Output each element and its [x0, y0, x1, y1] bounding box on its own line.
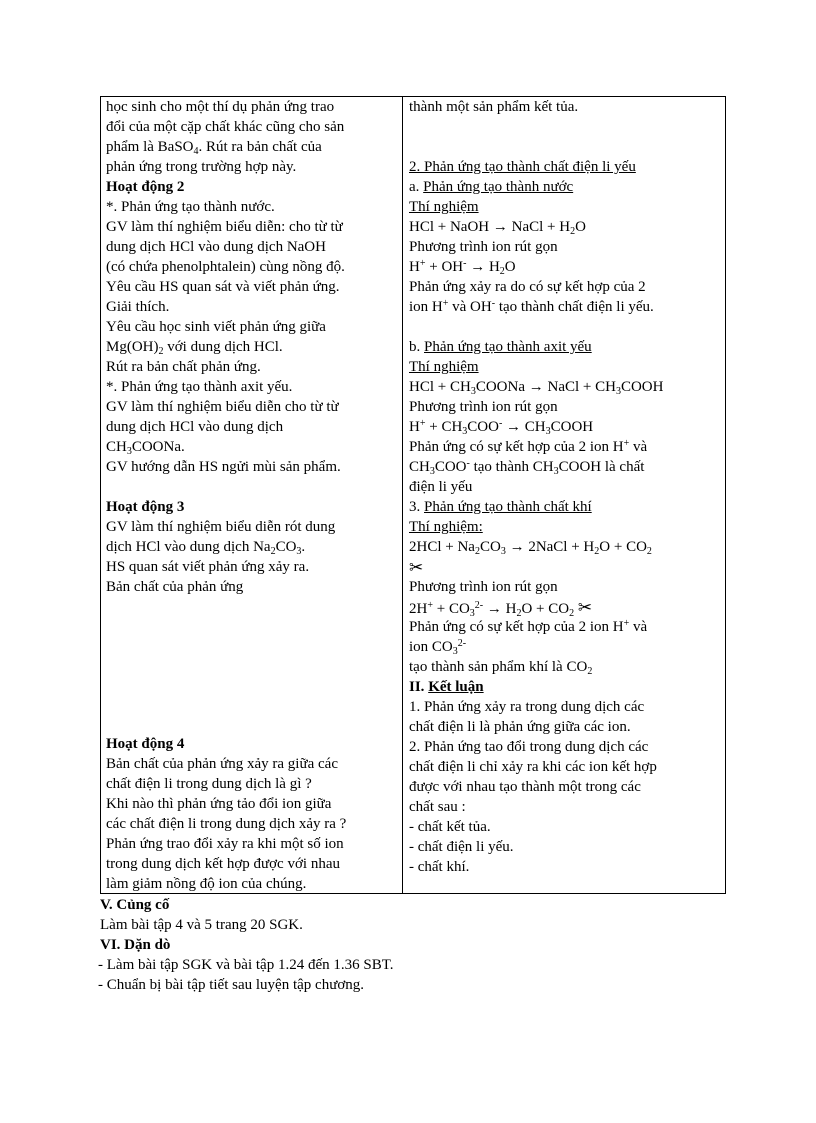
- content-column: [409, 98, 721, 878]
- conclusion-line: - chất khí.: [409, 859, 470, 875]
- text-line: Bản chất của phản ứng: [106, 579, 244, 595]
- text-line: GV làm thí nghiệm biểu diễn cho từ từ: [106, 399, 339, 415]
- conclusion-line: chất điện li là phản ứng giữa các ion.: [409, 719, 631, 735]
- text-line: Phản ứng trao đổi xảy ra khi một số ion: [106, 836, 344, 852]
- text-line: thành một sản phẩm kết tủa.: [409, 99, 579, 115]
- teacher-activities-column: [106, 98, 398, 598]
- conclusion-line: chất điện li chỉ xảy ra khi các ion kết hợp: [409, 759, 657, 775]
- text-line: (có chứa phenolphtalein) cùng nồng độ.: [106, 259, 345, 275]
- text-line: các chất điện li trong dung dịch xảy ra ?: [106, 816, 347, 832]
- text-line: Phản ứng có sự kết hợp của 2 ion H+ và: [409, 438, 648, 455]
- text-line: Phương trình ion rút gọn: [409, 399, 558, 415]
- section-5-title: V. Củng cố: [100, 897, 170, 913]
- equation: $2H^+ + CO_3^{2-} \to H_2O + CO_2$ ✂: [409, 598, 593, 619]
- text-line: trong dung dịch kết hợp được với nhau: [106, 856, 340, 872]
- text-line: dung dịch HCl vào dung dịch NaOH: [106, 239, 326, 255]
- text-line: *. Phản ứng tạo thành axit yếu.: [106, 379, 293, 395]
- text-line: Phương trình ion rút gọn: [409, 579, 558, 595]
- table-column-divider: [402, 96, 403, 894]
- conclusion-heading: II. Kết luận: [409, 679, 484, 695]
- equation: $H^+ + OH^- \to H_2O$: [409, 258, 516, 277]
- text-line: Yêu cầu HS quan sát và viết phản ứng.: [106, 279, 340, 295]
- text-line: Rút ra bản chất phản ứng.: [106, 359, 261, 375]
- text-line: tạo thành sản phẩm khí là $CO_2$: [409, 659, 593, 677]
- text-line: - Làm bài tập SGK và bài tập 1.24 đến 1.36 SBT.: [98, 957, 394, 973]
- conclusion-line: - chất điện li yếu.: [409, 839, 514, 855]
- subsection-heading: 3. Phản ứng tạo thành chất khí: [409, 499, 592, 515]
- equation: $H^+ + CH_3COO^-$ → $CH_3COOH$: [409, 418, 594, 437]
- text-line: phẩm là BaSO$_4$. Rút ra bản chất của: [106, 139, 322, 157]
- text-line: dịch HCl vào dung dịch $Na_2CO_3$.: [106, 539, 306, 557]
- section-heading: 2. Phản ứng tạo thành chất điện li yếu: [409, 159, 636, 175]
- text-line: chất điện li trong dung dịch là gì ?: [106, 776, 312, 792]
- text-line: $CH_3COO^-$ tạo thành $CH_3COOH$ là chất: [409, 458, 645, 477]
- text-line: - Chuẩn bị bài tập tiết sau luyện tập chương.: [98, 977, 365, 993]
- conclusion-line: chất sau :: [409, 799, 466, 815]
- conclusion-line: được với nhau tạo thành một trong các: [409, 779, 641, 795]
- text-line: học sinh cho một thí dụ phản ứng trao: [106, 99, 335, 115]
- text-line: GV hướng dẫn HS ngửi mùi sản phẩm.: [106, 459, 341, 475]
- equation: $2HCl + Na_2CO_3$ → 2NaCl + $H_2O + CO_2$: [409, 539, 652, 557]
- activity-4-block: [106, 735, 398, 895]
- experiment-label: Thí nghiệm: [409, 359, 479, 375]
- equation: HCl + $CH_3COONa$ → NaCl + $CH_3COOH$: [409, 379, 664, 397]
- text-line: đổi của một cặp chất khác cũng cho sản: [106, 119, 345, 135]
- conclusion-line: 1. Phản ứng xảy ra trong dung dịch các: [409, 699, 645, 715]
- text-line: ion H+ và OH- tạo thành chất điện li yếu.: [409, 298, 654, 315]
- activity-2-title: Hoạt động 2: [106, 179, 185, 195]
- text-line: Khi nào thì phản ứng tảo đổi ion giữa: [106, 796, 332, 812]
- activity-3-title: Hoạt động 3: [106, 499, 185, 515]
- text-line: HS quan sát viết phản ứng xảy ra.: [106, 559, 310, 575]
- text-line: $CH_3COONa$.: [106, 439, 185, 457]
- text-line: Phản ứng có sự kết hợp của 2 ion H+ và: [409, 618, 648, 635]
- conclusion-line: - chất kết tủa.: [409, 819, 491, 835]
- equation: HCl + NaOH → NaCl + $H_2O$: [409, 219, 586, 237]
- text-line: Phương trình ion rút gọn: [409, 239, 558, 255]
- text-line: GV làm thí nghiệm biểu diễn: cho từ từ: [106, 219, 343, 235]
- activity-4-title: Hoạt động 4: [106, 736, 185, 752]
- text-line: điện li yếu: [409, 479, 473, 495]
- text-line: Yêu cầu học sinh viết phản ứng giữa: [106, 319, 326, 335]
- text-line: Giải thích.: [106, 299, 170, 315]
- text-line: *. Phản ứng tạo thành nước.: [106, 199, 275, 215]
- conclusion-line: 2. Phản ứng tao đổi trong dung dịch các: [409, 739, 649, 755]
- section-6-title: VI. Dặn dò: [100, 937, 171, 953]
- text-line: Bản chất của phản ứng xảy ra giữa các: [106, 756, 338, 772]
- text-line: Làm bài tập 4 và 5 trang 20 SGK.: [100, 917, 303, 933]
- text-line: GV làm thí nghiệm biểu diễn rót dung: [106, 519, 336, 535]
- experiment-label: Thí nghiệm: [409, 199, 479, 215]
- text-line: phản ứng trong trường hợp này.: [106, 159, 297, 175]
- subsection-heading: b. Phản ứng tạo thành axit yếu: [409, 339, 592, 355]
- experiment-label: Thí nghiệm:: [409, 519, 483, 535]
- text-line: $Mg(OH)_2$ với dung dịch HCl.: [106, 339, 283, 357]
- text-line: ion $CO_3^{2-}$: [409, 638, 467, 657]
- text-line: làm giảm nồng độ ion của chúng.: [106, 876, 307, 892]
- text-line: Phản ứng xảy ra do có sự kết hợp của 2: [409, 279, 646, 295]
- gas-arrow-up-icon: ✂: [409, 558, 424, 577]
- gas-arrow-up-icon: ✂: [577, 598, 593, 617]
- text-line: dung dịch HCl vào dung dịch: [106, 419, 284, 435]
- subsection-heading: a. Phản ứng tạo thành nước: [409, 179, 574, 195]
- closing-sections: [100, 896, 760, 996]
